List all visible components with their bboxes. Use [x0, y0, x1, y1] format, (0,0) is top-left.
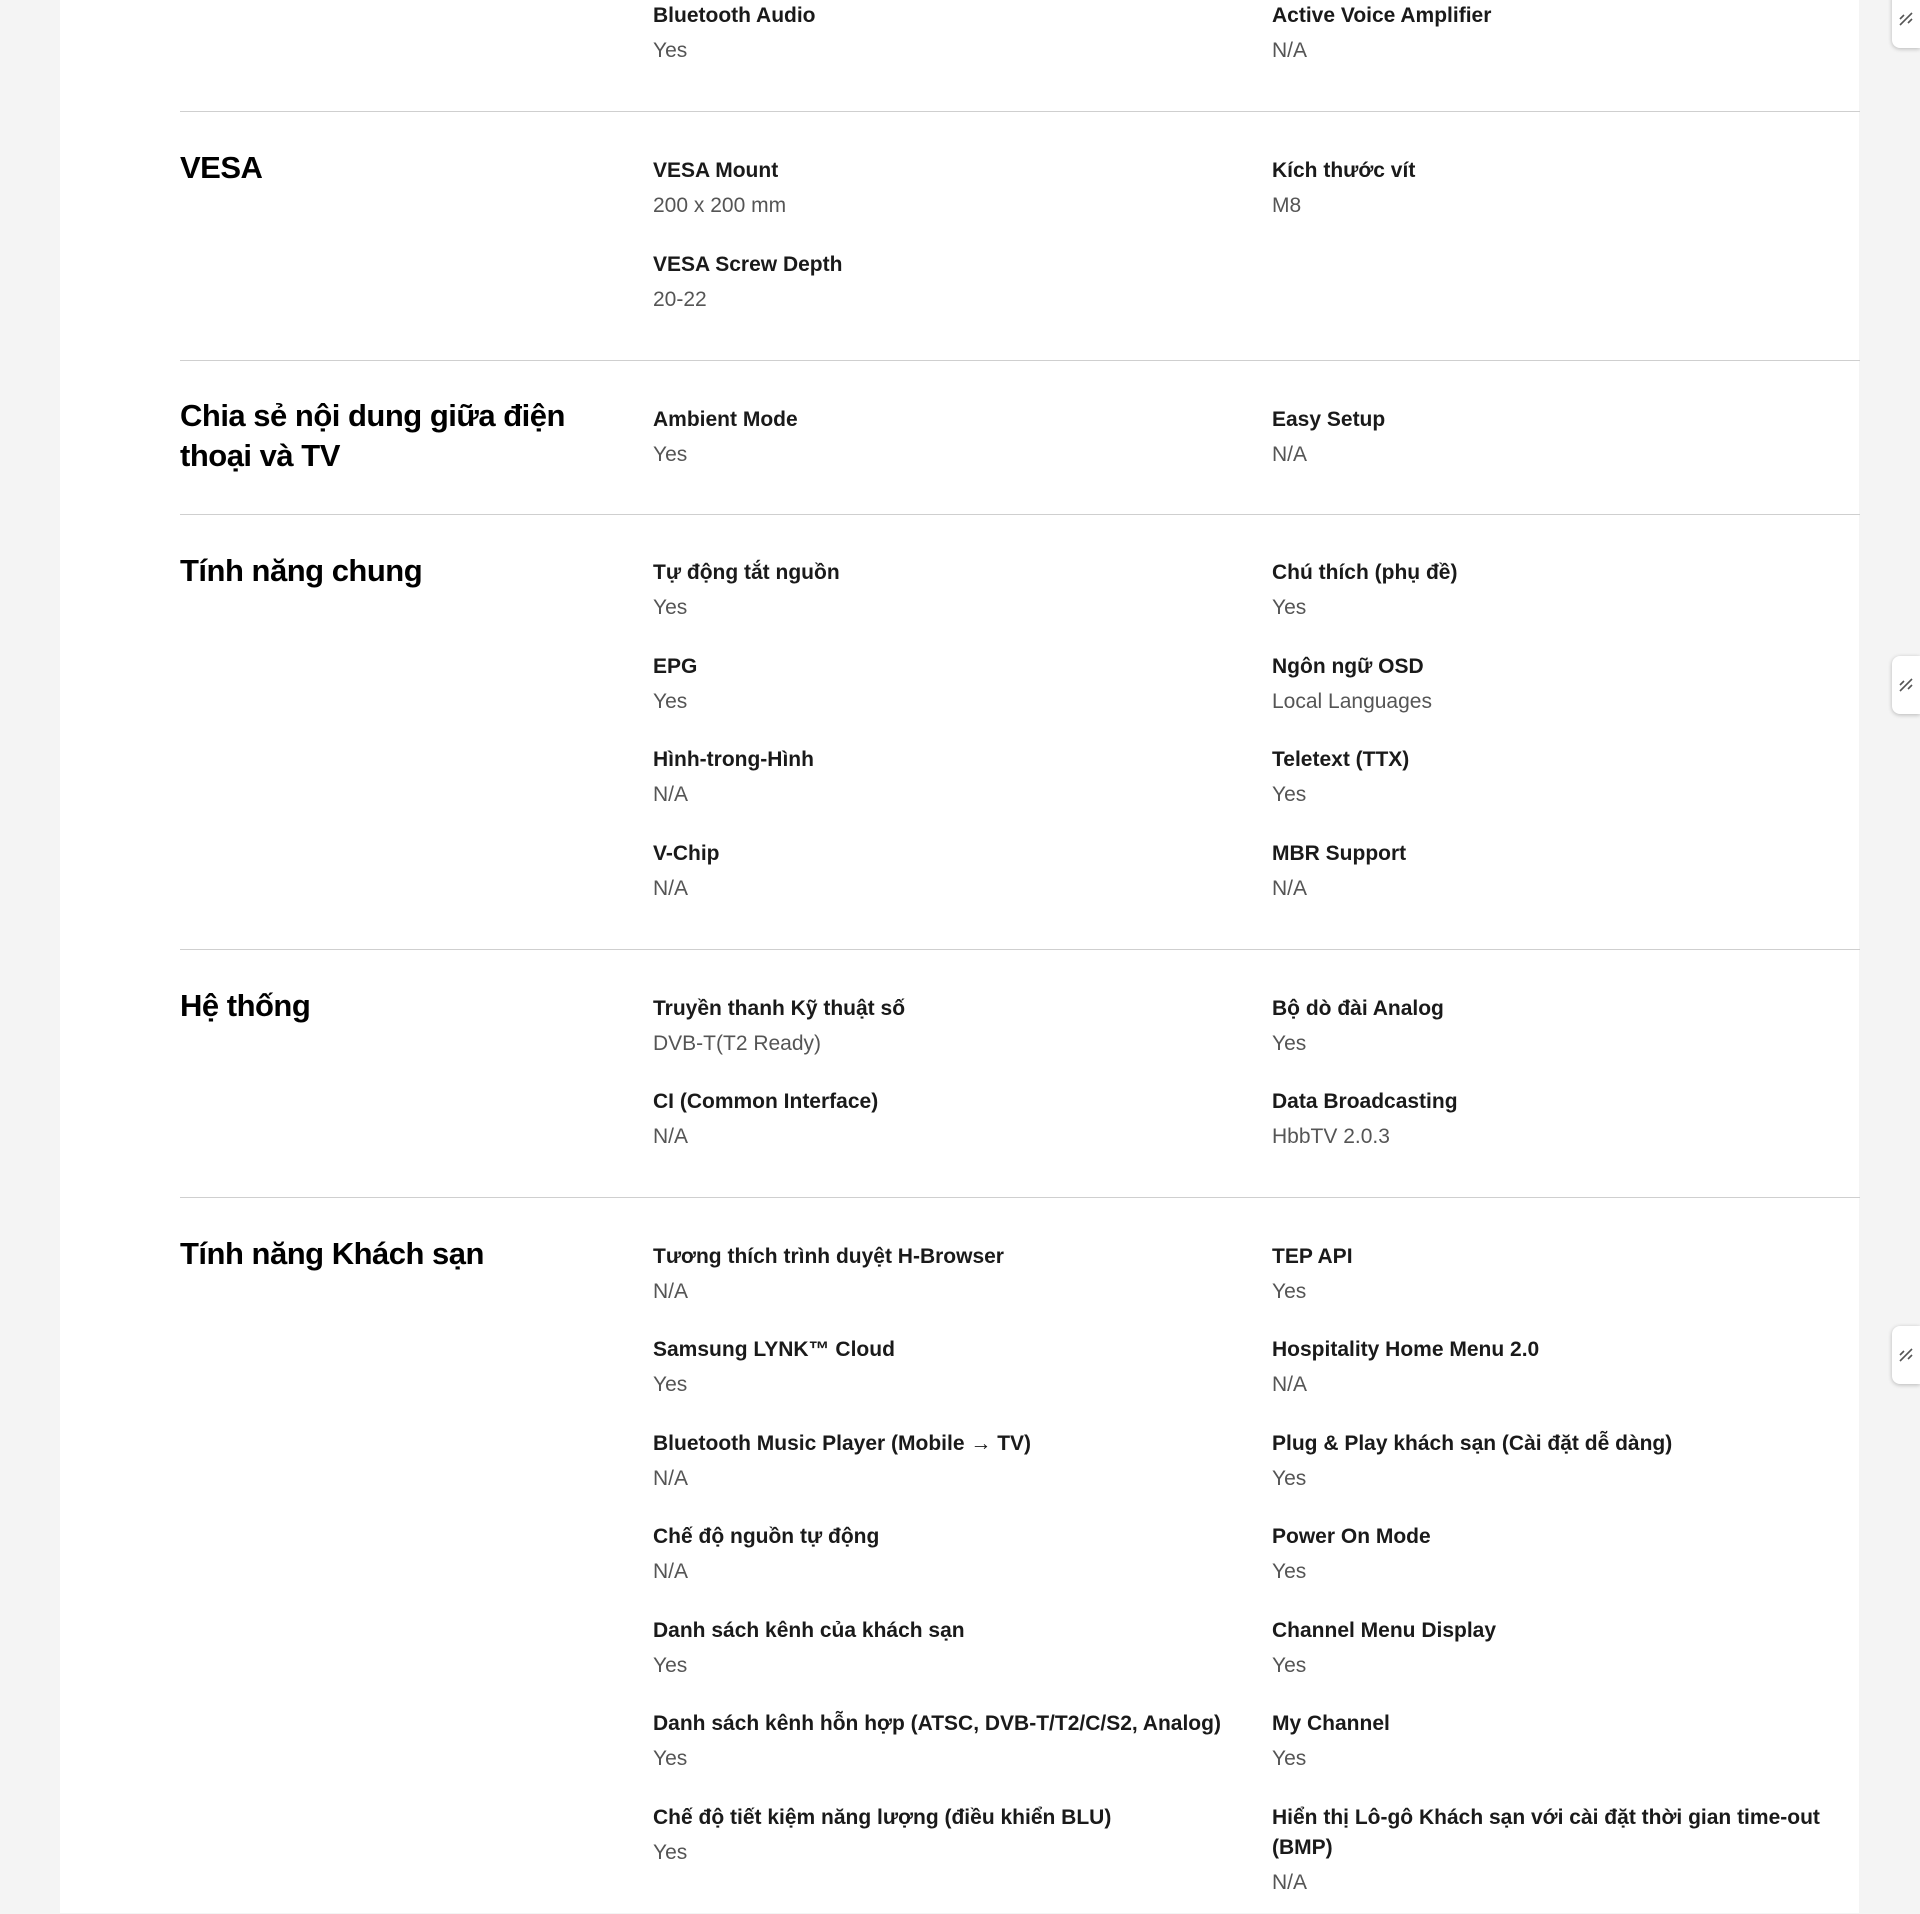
spec-section-audio	[180, 0, 1860, 111]
compare-icon	[1897, 10, 1915, 28]
spec-label: Data Broadcasting	[1272, 1090, 1458, 1113]
spec-label: Bluetooth Music Player (Mobile → TV)	[653, 1432, 1032, 1455]
spec-value: Yes	[1272, 596, 1307, 619]
spec-item	[653, 652, 1223, 717]
spec-item	[1272, 1087, 1842, 1152]
spec-item	[653, 1522, 1223, 1587]
spec-item	[1272, 1, 1842, 66]
spec-value: Yes	[1272, 1280, 1307, 1303]
spec-label: VESA Screw Depth	[653, 253, 843, 276]
spec-value: 200 x 200 mm	[653, 194, 787, 217]
spec-label: MBR Support	[1272, 842, 1407, 865]
spec-value: Yes	[653, 596, 688, 619]
spec-item	[653, 1, 1223, 66]
spec-value: M8	[1272, 194, 1302, 217]
spec-label: V-Chip	[653, 842, 720, 865]
spec-label: My Channel	[1272, 1712, 1390, 1735]
spec-value: Yes	[1272, 783, 1307, 806]
spec-item	[1272, 558, 1842, 623]
spec-item	[1272, 1803, 1842, 1898]
section-title: Tính năng Khách sạn	[180, 1236, 484, 1271]
spec-value: N/A	[653, 1125, 689, 1148]
spec-label: Easy Setup	[1272, 408, 1386, 431]
spec-value: 20-22	[653, 288, 707, 311]
spec-item	[653, 745, 1223, 810]
spec-section-system	[180, 949, 1860, 1198]
spec-item	[653, 1429, 1223, 1494]
spec-item	[1272, 745, 1842, 810]
spec-item	[653, 1242, 1223, 1307]
spec-label: Bộ dò đài Analog	[1272, 997, 1444, 1020]
spec-item	[653, 156, 1223, 221]
spec-item	[1272, 839, 1842, 904]
spec-value: Local Languages	[1272, 690, 1432, 713]
spec-item	[1272, 1522, 1842, 1587]
spec-value: Yes	[1272, 1032, 1307, 1055]
spec-item	[1272, 652, 1842, 717]
spec-value: N/A	[653, 1467, 689, 1490]
spec-label: Teletext (TTX)	[1272, 748, 1410, 771]
spec-value: Yes	[1272, 1467, 1307, 1490]
spec-label: Tự động tắt nguồn	[653, 561, 840, 584]
spec-item	[1272, 1242, 1842, 1307]
spec-label: Hình-trong-Hình	[653, 748, 814, 771]
spec-value: N/A	[653, 877, 689, 900]
spec-label: Chế độ tiết kiệm năng lượng (điều khiển BLU)	[653, 1806, 1112, 1829]
spec-value: Yes	[1272, 1560, 1307, 1583]
spec-item	[1272, 156, 1842, 221]
spec-value: N/A	[653, 783, 689, 806]
side-compare-handle[interactable]	[1892, 0, 1920, 48]
compare-icon	[1897, 676, 1915, 694]
spec-value: N/A	[1272, 39, 1308, 62]
spec-label: Ambient Mode	[653, 408, 798, 431]
spec-item	[653, 839, 1223, 904]
spec-item	[1272, 1709, 1842, 1774]
section-title: Chia sẻ nội dung giữa điện thoại và TV	[180, 398, 565, 473]
spec-item	[1272, 1335, 1842, 1400]
spec-label: Kích thước vít	[1272, 159, 1416, 182]
section-title: Tính năng chung	[180, 553, 423, 588]
spec-item	[1272, 405, 1842, 470]
spec-value: N/A	[1272, 877, 1308, 900]
spec-value: DVB-T(T2 Ready)	[653, 1032, 822, 1055]
side-compare-handle[interactable]	[1892, 656, 1920, 714]
spec-label: CI (Common Interface)	[653, 1090, 879, 1113]
spec-item	[653, 1616, 1223, 1681]
compare-icon	[1897, 1346, 1915, 1364]
spec-label: Tương thích trình duyệt H-Browser	[653, 1245, 1004, 1268]
spec-item	[653, 1803, 1223, 1868]
spec-section-general	[180, 514, 1860, 950]
spec-item	[1272, 1429, 1842, 1494]
spec-label: Truyền thanh Kỹ thuật số	[653, 997, 906, 1020]
spec-item	[653, 1087, 1223, 1152]
spec-section-vesa	[180, 111, 1860, 361]
spec-section-sharing	[180, 360, 1860, 515]
spec-label: Chế độ nguồn tự động	[653, 1525, 880, 1548]
spec-value: N/A	[1272, 1373, 1308, 1396]
spec-label: VESA Mount	[653, 159, 779, 182]
spec-value: Yes	[653, 1747, 688, 1770]
section-title: Hệ thống	[180, 988, 311, 1023]
spec-value: Yes	[653, 443, 688, 466]
spec-section-hospitality	[180, 1197, 1860, 1914]
spec-label: Ngôn ngữ OSD	[1272, 655, 1424, 678]
spec-value: Yes	[653, 1841, 688, 1864]
side-compare-handle[interactable]	[1892, 1326, 1920, 1384]
spec-label: Danh sách kênh của khách sạn	[653, 1619, 965, 1642]
spec-value: Yes	[1272, 1747, 1307, 1770]
specs-panel	[60, 0, 1859, 1913]
spec-value: Yes	[653, 1373, 688, 1396]
spec-value: Yes	[653, 690, 688, 713]
spec-value: N/A	[653, 1280, 689, 1303]
spec-value: N/A	[1272, 443, 1308, 466]
spec-value: N/A	[1272, 1871, 1308, 1894]
spec-value: Yes	[1272, 1654, 1307, 1677]
spec-label: Hiển thị Lô-gô Khách sạn với cài đặt thời gian time-out (BMP)	[1272, 1806, 1820, 1859]
spec-label: Active Voice Amplifier	[1272, 4, 1492, 27]
spec-label: Channel Menu Display	[1272, 1619, 1497, 1642]
spec-value: Yes	[653, 1654, 688, 1677]
spec-item	[653, 250, 1223, 315]
spec-label: Samsung LYNK™ Cloud	[653, 1338, 895, 1361]
spec-label: Plug & Play khách sạn (Cài đặt dễ dàng)	[1272, 1432, 1673, 1455]
spec-value: N/A	[653, 1560, 689, 1583]
spec-item	[1272, 1616, 1842, 1681]
spec-label: Power On Mode	[1272, 1525, 1431, 1548]
spec-label: Bluetooth Audio	[653, 4, 816, 27]
spec-value: HbbTV 2.0.3	[1272, 1125, 1390, 1148]
spec-item	[653, 994, 1223, 1059]
spec-item	[1272, 994, 1842, 1059]
spec-label: Chú thích (phụ đề)	[1272, 561, 1458, 584]
spec-label: Danh sách kênh hỗn hợp (ATSC, DVB-T/T2/C/S2, Analog)	[653, 1712, 1221, 1735]
spec-value: Yes	[653, 39, 688, 62]
spec-label: EPG	[653, 655, 698, 678]
spec-label: TEP API	[1272, 1245, 1353, 1268]
spec-item	[653, 1335, 1223, 1400]
section-title: VESA	[180, 150, 263, 185]
spec-item	[653, 1709, 1223, 1774]
spec-item	[653, 558, 1223, 623]
spec-label: Hospitality Home Menu 2.0	[1272, 1338, 1540, 1361]
spec-item	[653, 405, 1223, 470]
